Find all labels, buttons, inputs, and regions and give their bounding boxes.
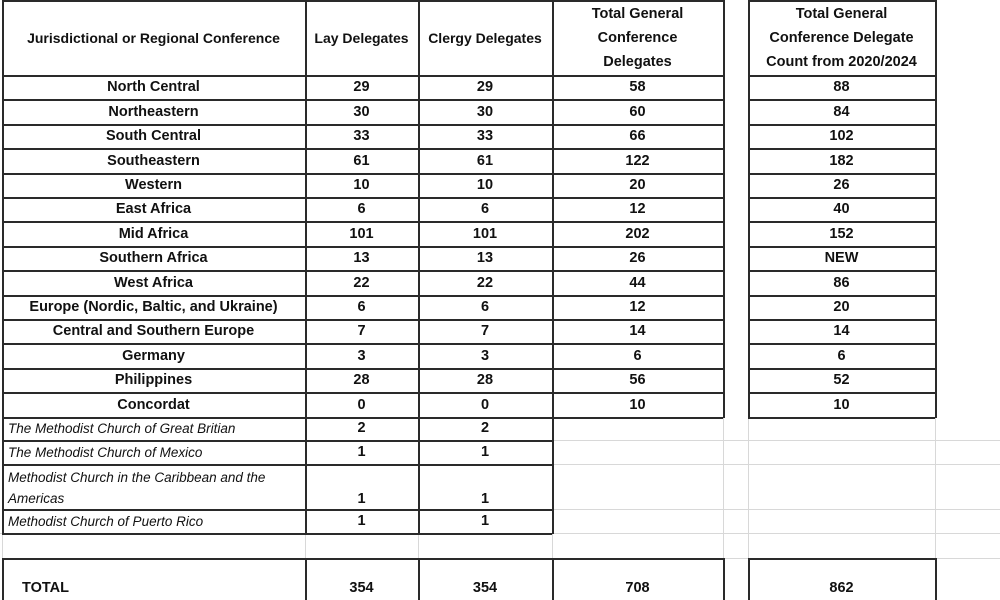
column-border [2, 558, 4, 600]
clergy-delegates: 22 [476, 274, 494, 291]
lay-delegates: 1 [357, 444, 366, 460]
lay-delegates: 29 [353, 79, 370, 95]
column-border [748, 558, 750, 600]
column-border [935, 416, 936, 558]
column-border [305, 558, 307, 600]
row-border [552, 509, 1000, 510]
clergy-delegates: 29 [476, 79, 494, 95]
previous-count: 102 [829, 128, 854, 144]
header-line: Conference Delegate [769, 29, 914, 46]
previous-count: 10 [833, 396, 850, 413]
total-delegates: 66 [629, 128, 646, 144]
column-border [748, 0, 750, 418]
total-delegates: 10 [629, 397, 646, 413]
lay-delegates: 22 [353, 274, 370, 291]
column-border [723, 416, 724, 558]
header-line: Total General [795, 5, 888, 22]
row-border [2, 533, 552, 535]
column-border [305, 533, 306, 558]
previous-count: 26 [833, 177, 850, 193]
clergy-delegates: 30 [476, 103, 494, 120]
conference-name: Europe (Nordic, Baltic, and Ukraine) [29, 299, 278, 315]
conference-name: North Central [107, 79, 200, 95]
total-delegates: 6 [633, 348, 642, 364]
previous-count: 86 [833, 274, 850, 291]
header-line: Total General [591, 5, 684, 22]
previous-count: NEW [824, 250, 859, 266]
previous-count: 14 [833, 323, 850, 339]
lay-delegates: 3 [357, 347, 366, 364]
column-border [2, 0, 4, 418]
clergy-delegates: 3 [480, 347, 490, 364]
conference-name: South Central [105, 128, 202, 144]
column-border [305, 0, 307, 418]
total-delegates: 58 [629, 79, 646, 95]
column-border [2, 533, 3, 558]
previous-count: 152 [829, 225, 854, 242]
conference-name: Philippines [114, 372, 193, 388]
total-delegates: 26 [629, 250, 646, 266]
column-border [418, 0, 420, 418]
clergy-delegates: 1 [480, 444, 490, 460]
clergy-delegates: 28 [476, 372, 494, 388]
clergy-delegates: 6 [480, 299, 490, 315]
clergy-delegates: 1 [480, 513, 490, 529]
total-clergy: 354 [472, 580, 498, 596]
lay-delegates: 1 [357, 491, 366, 507]
previous-count: 84 [833, 103, 850, 120]
total-delegates: 56 [629, 372, 646, 388]
lay-delegates: 6 [357, 299, 366, 315]
clergy-delegates: 101 [472, 225, 498, 242]
total-delegates: 12 [629, 201, 646, 217]
total-previous-count: 862 [829, 580, 854, 596]
lay-delegates: 6 [357, 201, 366, 217]
column-border [723, 0, 725, 418]
column-border [418, 533, 419, 558]
clergy-delegates: 0 [480, 396, 490, 413]
row-border [552, 464, 1000, 465]
lay-delegates: 0 [357, 396, 366, 413]
total-delegates: 44 [629, 275, 646, 291]
column-border [935, 558, 937, 600]
column-border [418, 416, 420, 534]
header-line: Count from 2020/2024 [766, 53, 917, 70]
lay-delegates: 30 [353, 103, 370, 120]
lay-delegates: 1 [357, 513, 366, 529]
column-border [935, 0, 937, 418]
column-header-lay: Lay Delegates [314, 29, 409, 46]
previous-count: 52 [833, 372, 850, 388]
column-header-previous-count [748, 0, 935, 75]
total-delegates-sum: 708 [625, 580, 650, 596]
row-border [748, 417, 935, 419]
lay-delegates: 61 [353, 152, 370, 169]
column-border [723, 558, 725, 600]
conference-name: East Africa [115, 201, 192, 217]
column-border [2, 416, 4, 534]
column-header-total [552, 0, 723, 75]
total-label: TOTAL [22, 580, 69, 596]
total-delegates: 14 [629, 323, 646, 339]
lay-delegates: 2 [357, 420, 366, 436]
total-delegates: 122 [625, 153, 650, 169]
lay-delegates: 10 [353, 177, 370, 193]
clergy-delegates: 1 [480, 491, 490, 507]
clergy-delegates: 10 [476, 177, 494, 193]
clergy-delegates: 6 [480, 201, 490, 217]
previous-count: 182 [829, 152, 854, 169]
clergy-delegates: 2 [480, 420, 490, 436]
conference-name: Southern Africa [99, 250, 208, 266]
column-border [418, 558, 420, 600]
column-border [552, 558, 554, 600]
conference-name: Southeastern [107, 152, 200, 169]
lay-delegates: 13 [353, 250, 370, 266]
conference-name: Northeastern [108, 103, 199, 120]
affiliated-church-name: The Methodist Church of Great Britian [8, 420, 236, 436]
total-delegates: 60 [629, 104, 646, 120]
clergy-delegates: 13 [476, 250, 494, 266]
affiliated-church-name: Methodist Church of Puerto Rico [8, 513, 204, 529]
row-border [552, 533, 1000, 534]
previous-count: 6 [837, 347, 846, 364]
previous-count: 40 [833, 201, 850, 217]
clergy-delegates: 7 [480, 323, 490, 339]
conference-name: Central and Southern Europe [52, 323, 255, 339]
conference-name: West Africa [114, 274, 193, 291]
total-lay: 354 [349, 580, 374, 596]
clergy-delegates: 61 [476, 152, 494, 169]
conference-name: Concordat [117, 396, 190, 413]
column-border [305, 416, 307, 534]
previous-count: 88 [833, 79, 850, 95]
affiliated-church-name: The Methodist Church of Mexico [8, 444, 203, 460]
clergy-delegates: 33 [476, 128, 494, 144]
conference-name: Western [125, 177, 182, 193]
header-line: Conference [597, 29, 678, 46]
header-line: Delegates [603, 53, 672, 70]
column-header-clergy: Clergy Delegates [428, 29, 542, 46]
conference-name: Mid Africa [118, 225, 189, 242]
conference-name: Germany [122, 347, 185, 364]
previous-count: 20 [833, 299, 850, 315]
lay-delegates: 33 [353, 128, 370, 144]
lay-delegates: 28 [353, 372, 370, 388]
total-delegates: 12 [629, 299, 646, 315]
lay-delegates: 7 [357, 323, 366, 339]
column-border [748, 416, 749, 558]
lay-delegates: 101 [349, 225, 374, 242]
row-border [552, 440, 1000, 441]
column-header-conference: Jurisdictional or Regional Conference [27, 29, 280, 46]
column-border [552, 0, 554, 418]
total-delegates: 202 [625, 226, 650, 242]
column-border [552, 416, 554, 534]
affiliated-church-name: Methodist Church in the Caribbean and the Americas [8, 469, 266, 506]
total-delegates: 20 [629, 177, 646, 193]
